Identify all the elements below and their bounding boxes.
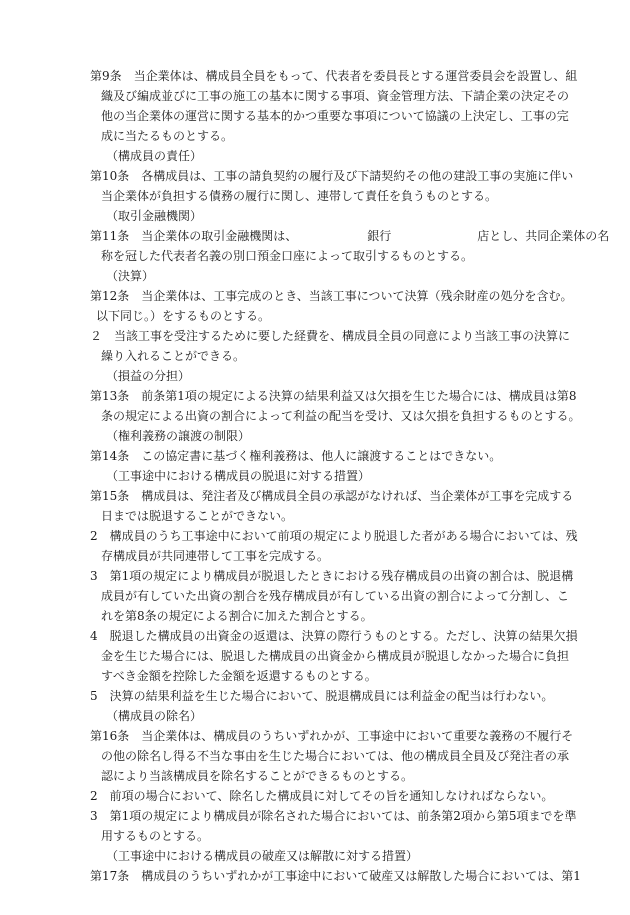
article-10-line-1: 第10条 各構成員は、工事の請負契約の履行及び下請契約その他の建設工事の実施に伴い	[90, 169, 574, 183]
article-15-para-2-line-2: 存構成員が共同連帯して工事を完成する。	[101, 549, 330, 563]
article-15-para-4-line-2: 金を生じた場合には、脱退した構成員の出資金から構成員が脱退しなかった場合に負担	[101, 649, 570, 663]
article-10-line-2: 当企業体が負担する債務の履行に関し、連帯して責任を負うものとする。	[101, 189, 498, 203]
article-15-para-5-line-1: 5 決算の結果利益を生じた場合において、脱退構成員には利益金の配当は行わない。	[90, 689, 554, 703]
article-13-line-2: 条の規定による出資の割合によって利益の配当を受け、又は欠損を負担するものとする。	[101, 409, 581, 423]
article-11-line-2: 称を冠した代表者名義の別口預金口座によって取引するものとする。	[101, 249, 474, 263]
article-11-bank-label: 銀行	[367, 229, 392, 243]
article-9-line-3: 他の当企業体の運営に関する基本的かつ重要な事項について協議の上決定し、工事の完	[101, 109, 569, 123]
article-12-line-1: 第12条 当企業体は、工事完成のとき、当該工事について決算（残余財産の処分を含む。	[90, 289, 573, 303]
article-11-line-1	[90, 229, 609, 243]
article-15-para-4-line-1: 4 脱退した構成員の出資金の返還は、決算の際行うものとする。ただし、決算の結果欠損	[90, 629, 578, 643]
article-11-line-1a: 第11条 当企業体の取引金融機関は、	[90, 229, 298, 243]
article-12-para-2-line-2: 繰り入れることができる。	[101, 349, 246, 363]
article-15-line-1: 第15条 構成員は、発注者及び構成員全員の承認がなければ、当企業体が工事を完成する	[90, 489, 574, 503]
article-16-caption: （構成員の除名）	[106, 709, 203, 723]
article-12-para-2-line-1: ２ 当該工事を受注するために要した経費を、構成員全員の同意により当該工事の決算に	[90, 329, 571, 343]
article-9-line-1: 第9条 当企業体は、構成員全員をもって、代表者を委員長とする運営委員会を設置し、組	[90, 69, 578, 83]
article-12-caption: （決算）	[106, 269, 155, 283]
article-15-para-3-line-2: 成員が有していた出資の割合を残存構成員が有している出資の割合によって分割し、こ	[101, 589, 570, 603]
article-11-caption: （取引金融機関）	[106, 209, 203, 223]
article-14-line-1: 第14条 この協定書に基づく権利義務は、他人に譲渡することはできない。	[90, 449, 502, 463]
article-15-caption: （工事途中における構成員の脱退に対する措置）	[106, 469, 371, 483]
article-16-line-3: 認により当該構成員を除名することができるものとする。	[101, 769, 414, 783]
article-15-line-2: 日までは脱退することができない。	[101, 509, 294, 523]
article-17-caption: （工事途中における構成員の破産又は解散に対する措置）	[106, 849, 419, 863]
article-12-line-2: 以下同じ。）をするものとする。	[96, 309, 271, 323]
article-16-line-2: の他の除名し得る不当な事由を生じた場合においては、他の構成員全員及び発注者の承	[101, 749, 570, 763]
article-13-caption: （損益の分担）	[106, 369, 191, 383]
article-14-caption: （権利義務の譲渡の制限）	[106, 429, 251, 443]
article-15-para-4-line-3: すべき金額を控除した金額を返還するものとする。	[101, 669, 377, 683]
article-15-para-3-line-3: れを第8条の規定による割合に加えた割合とする。	[101, 609, 373, 623]
article-16-para-3-line-2: 用するものとする。	[101, 829, 210, 843]
article-16-para-2-line-1: 2 前項の場合において、除名した構成員に対してその旨を通知しなければならない。	[90, 789, 554, 803]
article-13-line-1: 第13条 前条第1項の規定による決算の結果利益又は欠損を生じた場合には、構成員は第8	[90, 389, 577, 403]
article-9-line-4: 成に当たるものとする。	[101, 129, 234, 143]
article-10-caption: （構成員の責任）	[106, 149, 203, 163]
article-16-para-3-line-1: 3 第1項の規定により構成員が除名された場合においては、前条第2項から第5項までを準	[90, 809, 577, 823]
article-17-line-1: 第17条 構成員のうちいずれかが工事途中において破産又は解散した場合においては、第1	[90, 869, 581, 883]
article-15-para-3-line-1: 3 第1項の規定により構成員が脱退したときにおける残存構成員の出資の割合は、脱退構	[90, 569, 574, 583]
article-9-line-2: 織及び編成並びに工事の施工の基本に関する事項、資金管理方法、下請企業の決定その	[101, 89, 570, 103]
article-15-para-2-line-1: 2 構成員のうち工事途中において前項の規定により脱退した者がある場合においては、残	[90, 529, 578, 543]
article-11-line-1c: 店とし、共同企業体の名	[477, 229, 610, 243]
article-16-line-1: 第16条 当企業体は、構成員のうちいずれかが、工事途中において重要な義務の不履行そ	[90, 729, 574, 743]
